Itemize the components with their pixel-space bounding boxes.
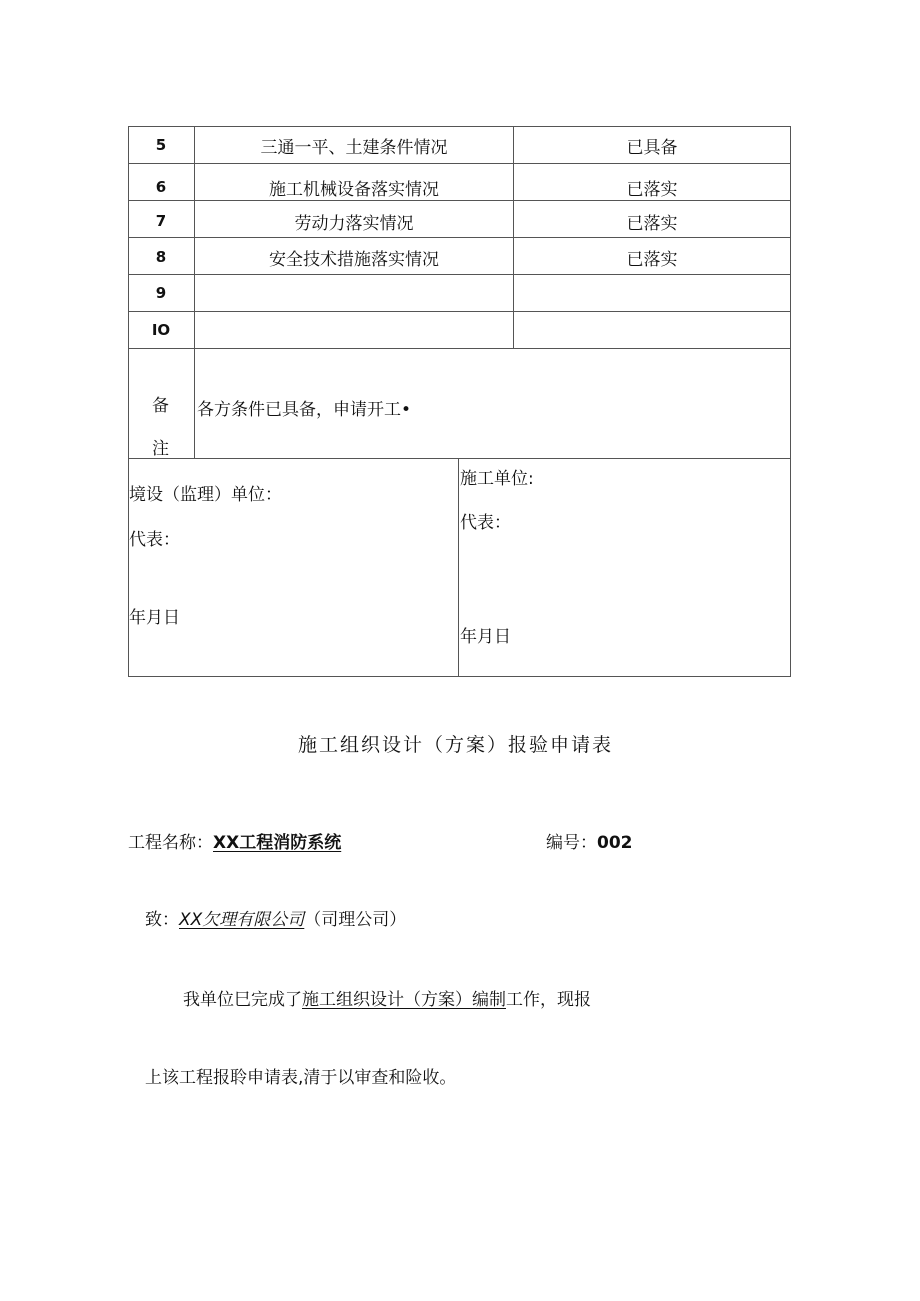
row-divider [128, 163, 791, 164]
body-underlined-text: 施工组织设计（方案）编制 [302, 990, 506, 1010]
row-divider [128, 458, 791, 459]
project-name-label: 工程名称： [128, 833, 213, 853]
supervisor-unit-label: 境设（监理）单位： [129, 485, 282, 505]
row-item: 三通一平、土建条件情况 [260, 137, 448, 158]
table-border-bottom [128, 676, 791, 677]
supervisor-rep-label: 代表： [129, 530, 180, 550]
signature-divider [458, 458, 459, 677]
row-status [514, 312, 790, 348]
form-number-line [546, 828, 633, 853]
row-number: 7 [155, 212, 167, 230]
form-number-value: 002 [597, 833, 633, 853]
remarks-label: 注 [152, 439, 169, 459]
form-number-label: 编号： [546, 833, 597, 853]
row-status [514, 275, 790, 311]
contractor-date-label: 年月日 [460, 627, 511, 647]
row-item: 施工机械设备落实情况 [269, 179, 439, 200]
table-border-right [790, 126, 791, 677]
remarks-label: 备 [152, 396, 169, 416]
row-number: 9 [155, 284, 167, 302]
row-item [195, 312, 513, 348]
row-status: 已具备 [626, 137, 678, 158]
form-title: 施工组织设计（方案）报验申请表 [298, 734, 614, 756]
row-divider [128, 348, 791, 349]
recipient-label: 致： [145, 910, 179, 930]
row-number: IO [151, 321, 171, 339]
row-status: 已落实 [626, 213, 678, 234]
recipient-suffix: （司理公司） [304, 910, 407, 930]
recipient-value: XX欠理有限公司 [179, 910, 305, 930]
body-line-2: 上该工程报聆申请表,清于以审查和险收。 [145, 1068, 457, 1088]
contractor-rep-label: 代表： [460, 513, 511, 533]
recipient-line [145, 905, 406, 930]
row-number: 8 [155, 248, 167, 266]
body-text: 我单位巳完成了 [183, 990, 302, 1010]
body-line-1 [183, 985, 591, 1010]
row-item: 劳动力落实情况 [294, 213, 414, 234]
row-number: 6 [155, 178, 167, 196]
row-item [195, 275, 513, 311]
remarks-text: 各方条件已具备，申请开工• [197, 400, 412, 420]
contractor-unit-label: 施工单位: [460, 469, 534, 489]
inspection-table [128, 126, 791, 677]
row-item: 安全技术措施落实情况 [269, 249, 439, 270]
row-number: 5 [155, 136, 167, 154]
project-name-value: XX工程消防系统 [213, 833, 342, 853]
project-name-line [128, 828, 341, 853]
body-text: 工作，现报 [506, 990, 591, 1010]
row-status: 已落实 [626, 249, 678, 270]
row-status: 已落实 [626, 179, 678, 200]
supervisor-date-label: 年月日 [129, 608, 180, 628]
